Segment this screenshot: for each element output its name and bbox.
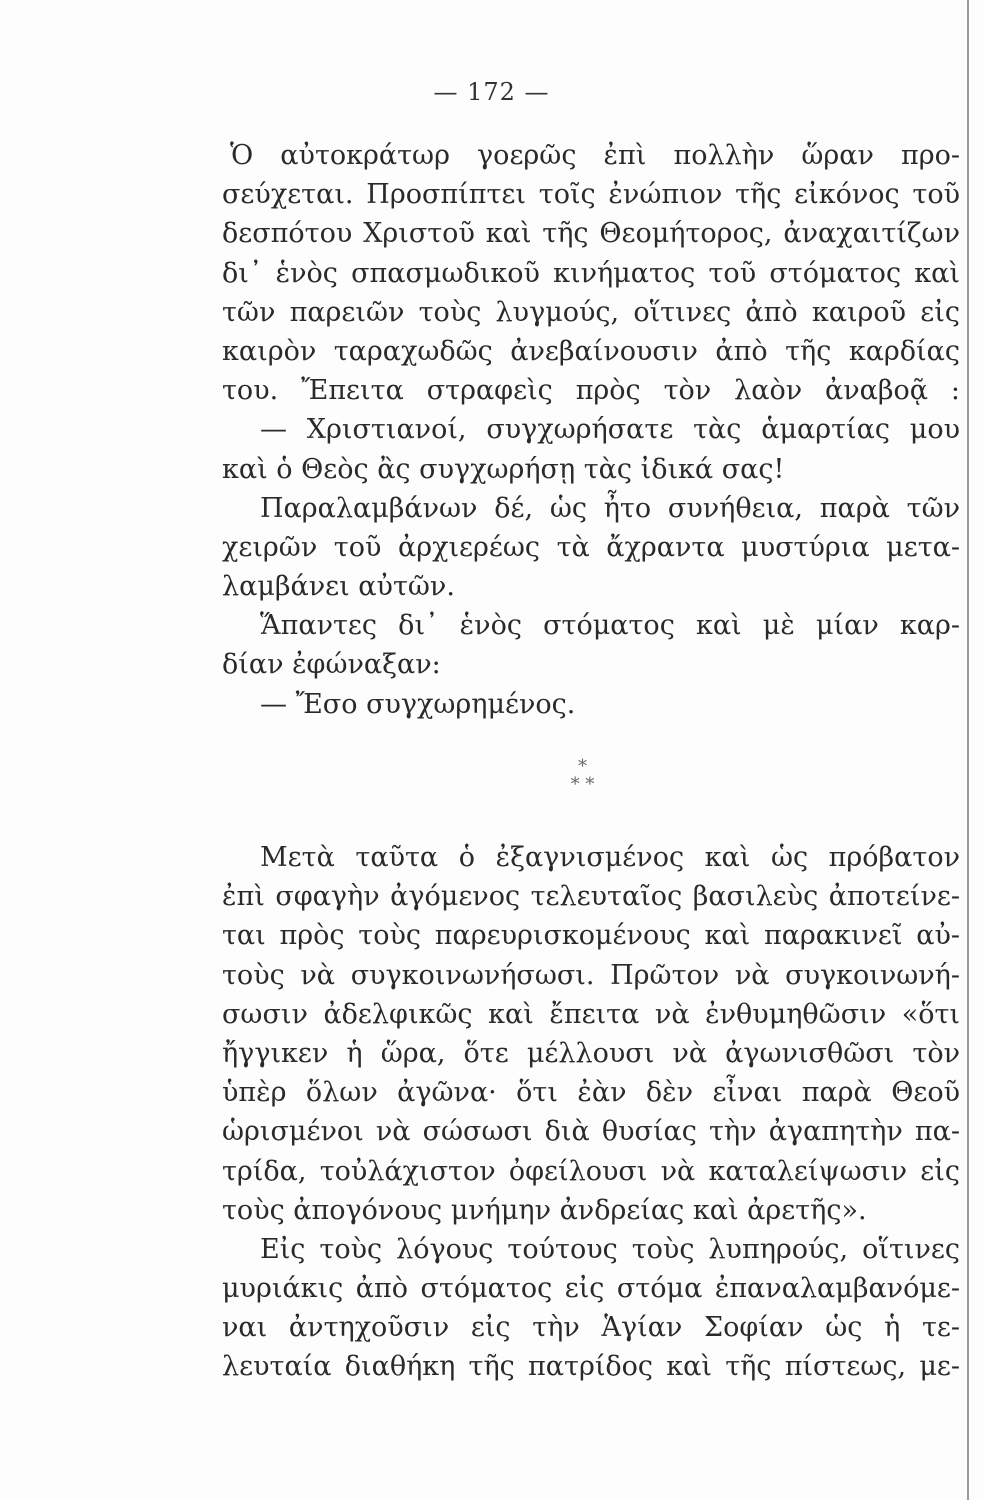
text-line: ἤγγικεν ἡ ὥρα, ὅτε μέλλουσι νὰ ἀγωνισθῶσι τὸν — [222, 1037, 960, 1069]
text-line: μυριάκις ἀπὸ στόματος εἰς στόμα ἐπαναλαμβανόμε- — [222, 1273, 960, 1305]
text-line: τρίδα, τοὐλάχιστον ὀφείλουσι νὰ καταλείψωσιν εἰς — [222, 1155, 960, 1187]
text-line: ὡρισμένοι νὰ σώσωσι διὰ θυσίας τὴν ἀγαπητὴν πα- — [222, 1116, 960, 1148]
text-line: ἐπὶ σφαγὴν ἀγόμενος τελευταῖος βασιλεὺς ἀποτείνε- — [222, 881, 960, 913]
text-line: ὑπὲρ ὅλων ἀγῶνα· ὅτι ἐὰν δὲν εἶναι παρὰ Θεοῦ — [222, 1077, 960, 1109]
text-section-1 — [222, 136, 960, 724]
text-line: — Ἔσο συγχωρημένος. — [260, 688, 576, 720]
separator-star-top: * — [578, 756, 587, 777]
text-line: Μετὰ ταῦτα ὁ ἐξαγνισμένος καὶ ὡς πρόβατον — [260, 842, 960, 873]
text-line: Εἰς τοὺς λόγους τούτους τοὺς λυπηρούς, οἵτινες — [260, 1233, 960, 1265]
text-line: καὶ ὁ Θεὸς ἂς συγχωρήσῃ τὰς ἰδικά σας! — [222, 453, 785, 485]
text-line: δι᾿ ἑνὸς σπασμωδικοῦ κινήματος τοῦ στόματος καὶ — [222, 257, 960, 289]
text-line: σωσιν ἀδελφικῶς καὶ ἔπειτα νὰ ἐνθυμηθῶσιν «ὅτι — [222, 998, 960, 1030]
text-line: Ἅπαντες δι᾿ ἑνὸς στόματος καὶ μὲ μίαν καρ- — [260, 610, 960, 642]
text-line: τῶν παρειῶν τοὺς λυγμούς, οἵτινες ἀπὸ καιροῦ εἰς — [222, 296, 960, 328]
text-line: ναι ἀντηχοῦσιν εἰς τὴν Ἁγίαν Σοφίαν ὡς ἡ τε- — [222, 1312, 960, 1344]
section-separator — [0, 758, 983, 794]
text-line: τοὺς ἀπογόνους μνήμην ἀνδρείας καὶ ἀρετῆς». — [222, 1194, 867, 1226]
text-line: Ὁ αὐτοκράτωρ γοερῶς ἐπὶ πολλὴν ὥραν προ- — [230, 140, 960, 171]
text-line: λευταία διαθήκη τῆς πατρίδος καὶ τῆς πίστεως, με- — [222, 1351, 960, 1383]
text-line: σεύχεται. Προσπίπτει τοῖς ἐνώπιον τῆς εἰκόνος τοῦ — [222, 179, 960, 211]
separator-star-bottom: * * — [570, 774, 595, 795]
text-line: καιρὸν ταραχωδῶς ἀνεβαίνουσιν ἀπὸ τῆς καρδίας — [222, 335, 960, 367]
text-section-2 — [222, 838, 960, 1387]
page-edge — [967, 0, 969, 1500]
text-line: Παραλαμβάνων δέ, ὡς ἦτο συνήθεια, παρὰ τῶν — [260, 492, 960, 524]
text-line: χειρῶν τοῦ ἀρχιερέως τὰ ἄχραντα μυστύρια μετα- — [222, 531, 960, 563]
text-line: δεσπότου Χριστοῦ καὶ τῆς Θεομήτορος, ἀναχαιτίζων — [222, 218, 960, 250]
text-line: του. Ἔπειτα στραφεὶς πρὸς τὸν λαὸν ἀναβοᾷ : — [222, 375, 960, 407]
text-line: λαμβάνει αὐτῶν. — [222, 571, 455, 603]
text-line: ται πρὸς τοὺς παρευρισκομένους καὶ παρακινεῖ αὐ- — [222, 920, 960, 952]
text-line: τοὺς νὰ συγκοινωνήσωσι. Πρῶτον νὰ συγκοινωνή- — [222, 959, 960, 991]
text-line: δίαν ἐφώναξαν: — [222, 649, 441, 681]
page-number: — 172 — — [433, 78, 550, 106]
text-line: — Χριστιανοί, συγχωρήσατε τὰς ἁμαρτίας μου — [260, 414, 960, 446]
